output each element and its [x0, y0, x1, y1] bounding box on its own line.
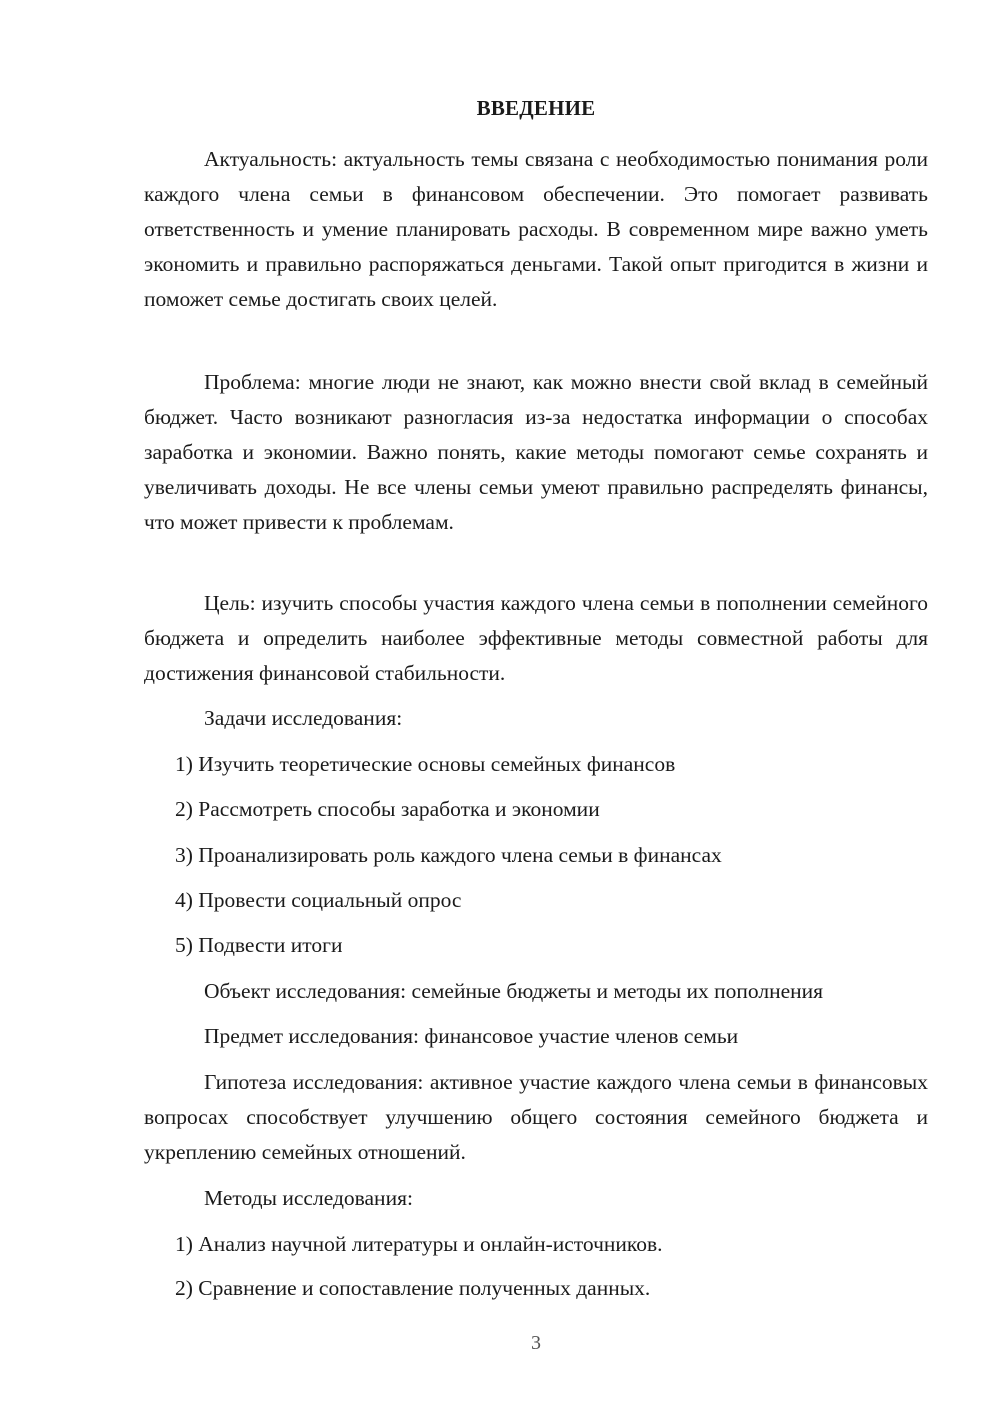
task-item-3: 3) Проанализировать роль каждого члена семьи в финансах — [175, 843, 722, 867]
task-item-4: 4) Провести социальный опрос — [175, 888, 462, 912]
tasks-heading: Задачи исследования: — [204, 706, 403, 730]
problem-paragraph: Проблема: многие люди не знают, как можно внести свой вклад в семейный бюджет. Часто возникают разногласия из-за недостатка информации о способах заработка и экономии. Важно понять, какие методы помогают семье сохранять и увеличивать доходы. Не все члены семьи умеют правильно распределять финансы, что может привести к проблемам. — [144, 370, 928, 534]
hypothesis-paragraph: Гипотеза исследования: активное участие каждого члена семьи в финансовых вопросах способствует улучшению общего состояния семейного бюджета и укреплению семейных отношений. — [144, 1070, 928, 1164]
page-number: 3 — [531, 1332, 541, 1354]
task-item-1: 1) Изучить теоретические основы семейных финансов — [175, 752, 676, 776]
object-paragraph: Объект исследования: семейные бюджеты и методы их пополнения — [204, 979, 824, 1003]
method-item-1: 1) Анализ научной литературы и онлайн-источников. — [175, 1232, 663, 1256]
goal-paragraph: Цель: изучить способы участия каждого члена семьи в пополнении семейного бюджета и определить наиболее эффективные методы совместной работы для достижения финансовой стабильности. — [144, 591, 928, 685]
page-title: ВВЕДЕНИЕ — [476, 96, 596, 120]
task-item-5: 5) Подвести итоги — [175, 933, 343, 957]
task-item-2: 2) Рассмотреть способы заработка и экономии — [175, 797, 600, 821]
methods-heading: Методы исследования: — [204, 1186, 413, 1210]
method-item-2: 2) Сравнение и сопоставление полученных данных. — [175, 1276, 651, 1300]
subject-paragraph: Предмет исследования: финансовое участие членов семьи — [204, 1024, 739, 1048]
relevance-paragraph: Актуальность: актуальность темы связана с необходимостью понимания роли каждого члена семьи в финансовом обеспечении. Это помогает развивать ответственность и умение планировать расходы. В современном мире важно уметь экономить и правильно распоряжаться деньгами. Такой опыт пригодится в жизни и поможет семье достигать своих целей. — [144, 147, 928, 311]
